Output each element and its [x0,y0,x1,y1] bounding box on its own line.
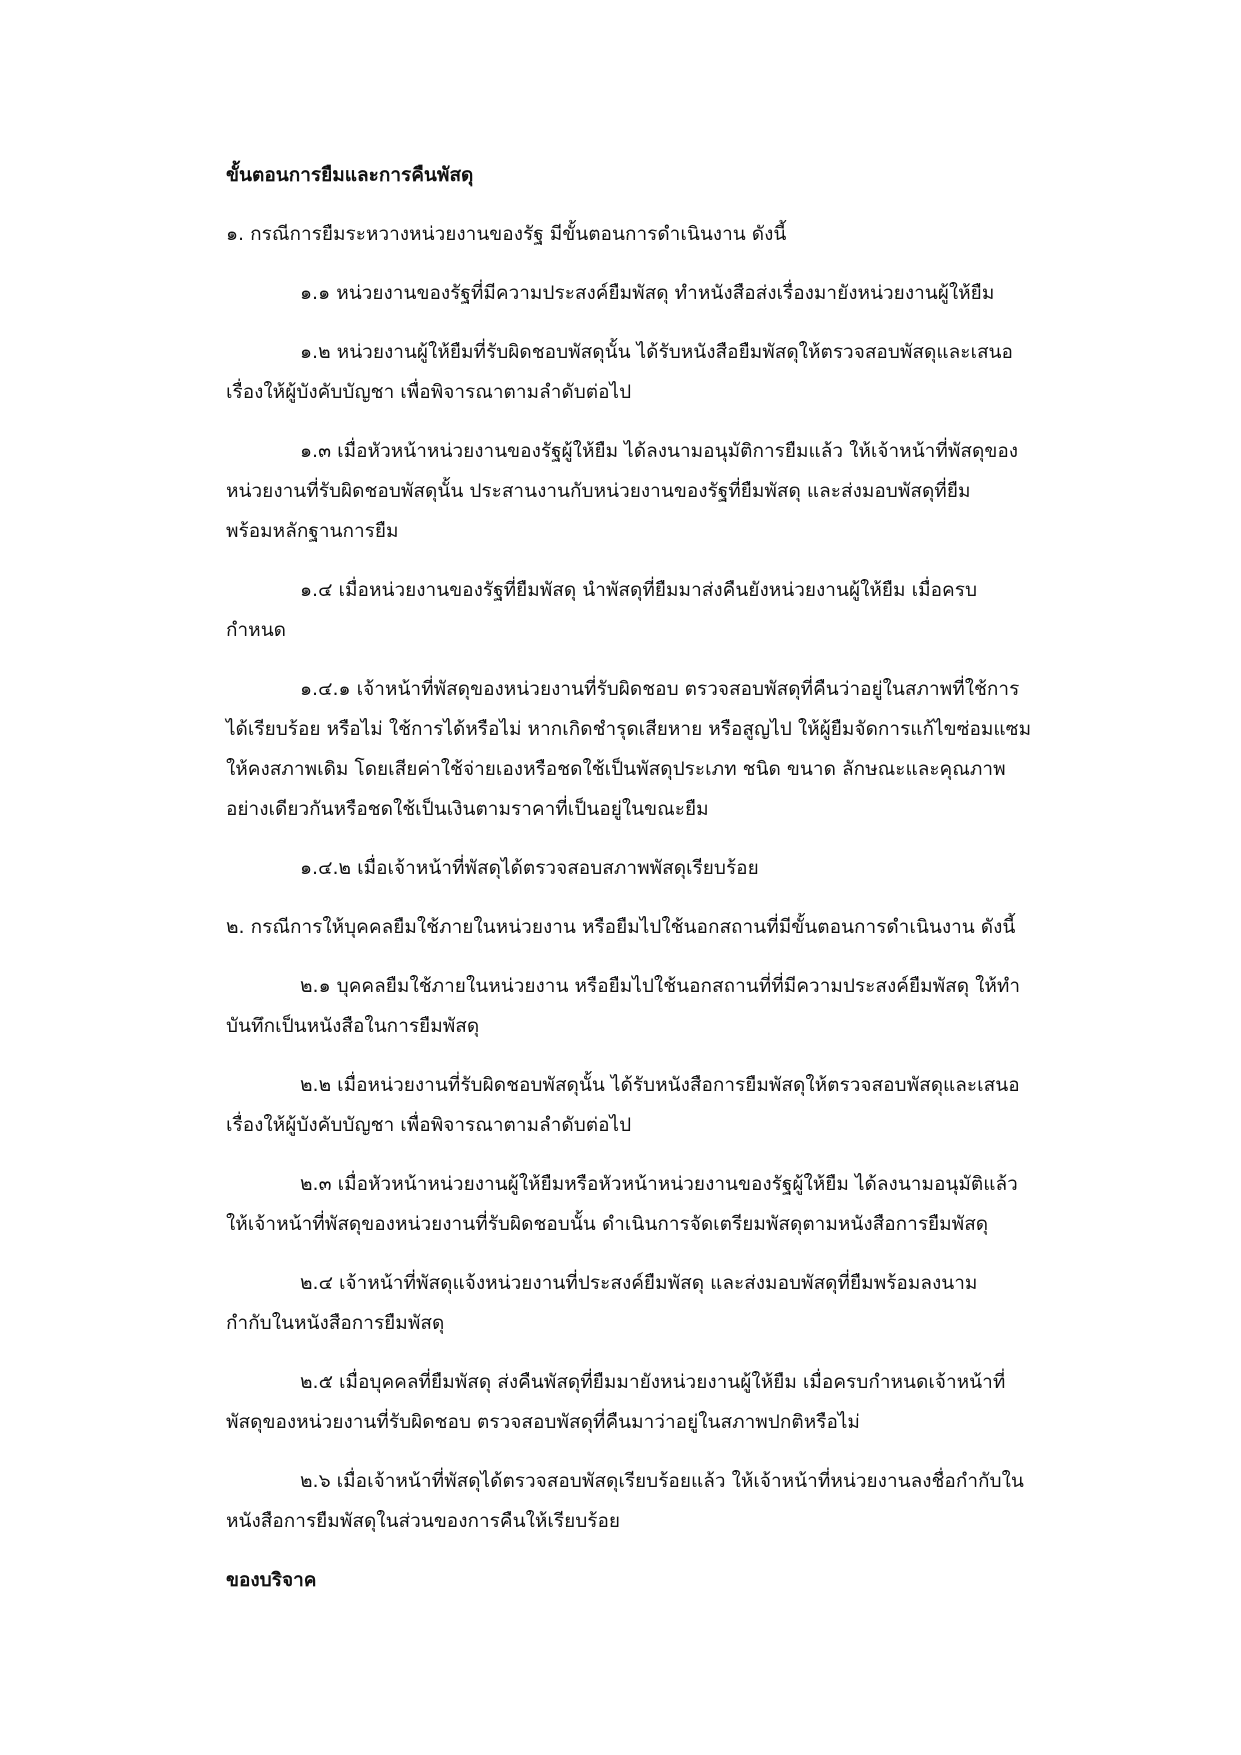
text-line: อย่างเดียวกันหรือชดใช้เป็นเงินตามราคาที่เป็นอยู่ในขณะยืม [226,798,709,820]
section-2-3 [226,1164,1106,1244]
section-2-2 [226,1065,1106,1145]
document-title [226,155,1106,195]
section-2-5 [226,1362,1106,1442]
text-line: ๑.๓ เมื่อหัวหน้าหน่วยงานของรัฐผู้ให้ยืม ได้ลงนามอนุมัติการยืมแล้ว ให้เจ้าหน้าที่พัสดุของ [300,440,1019,462]
section-2 [226,907,1106,947]
section-1-3 [226,431,1106,551]
text-line: ๒.๒ เมื่อหน่วยงานที่รับผิดชอบพัสดุนั้น ได้รับหนังสือการยืมพัสดุให้ตรวจสอบพัสดุและเสนอ [300,1074,1020,1096]
text-line: หนังสือการยืมพัสดุในส่วนของการคืนให้เรียบร้อย [226,1510,621,1532]
section-2-1 [226,966,1106,1046]
text-line: ๒.๑ บุคคลยืมใช้ภายในหน่วยงาน หรือยืมไปใช้นอกสถานที่ที่มีความประสงค์ยืมพัสดุ ให้ทำ [300,975,1021,997]
text-line: ให้คงสภาพเดิม โดยเสียค่าใช้จ่ายเองหรือชดใช้เป็นพัสดุประเภท ชนิด ขนาด ลักษณะและคุณภาพ [226,758,1006,780]
text-line: ๒.๓ เมื่อหัวหน้าหน่วยงานผู้ให้ยืมหรือหัวหน้าหน่วยงานของรัฐผู้ให้ยืม ได้ลงนามอนุมัติแล้ว [300,1173,1018,1195]
text-line: เรื่องให้ผู้บังคับบัญชา เพื่อพิจารณาตามลำดับต่อไป [226,1114,632,1136]
text-line: พัสดุของหน่วยงานที่รับผิดชอบ ตรวจสอบพัสดุที่คืนมาว่าอยู่ในสภาพปกติหรือไม่ [226,1411,860,1433]
document-page [226,155,1106,1600]
text-line: ๑. กรณีการยืมระหวางหน่วยงานของรัฐ มีขั้นตอนการดำเนินงาน ดังนี้ [226,223,787,245]
text-line: เรื่องให้ผู้บังคับบัญชา เพื่อพิจารณาตามลำดับต่อไป [226,381,632,403]
section-1-4 [226,570,1106,650]
heading-text: ของบริจาค [226,1569,317,1591]
text-line: ๑.๑ หน่วยงานของรัฐที่มีความประสงค์ยืมพัสดุ ทำหนังสือส่งเรื่องมายังหน่วยงานผู้ให้ยืม [300,282,995,304]
section-1-4-2 [226,848,1106,888]
text-line: ให้เจ้าหน้าที่พัสดุของหน่วยงานที่รับผิดชอบนั้น ดำเนินการจัดเตรียมพัสดุตามหนังสือการยืมพัสดุ [226,1213,989,1235]
title-text: ขั้นตอนการยืมและการคืนพัสดุ [226,164,474,186]
section-1-1 [226,273,1106,313]
text-line: ๑.๔.๑ เจ้าหน้าที่พัสดุของหน่วยงานที่รับผิดชอบ ตรวจสอบพัสดุที่คืนว่าอยู่ในสภาพที่ใช้การ [300,678,1020,700]
section-1-4-1 [226,669,1106,829]
text-line: ๒. กรณีการให้บุคคลยืมใช้ภายในหน่วยงาน หรือยืมไปใช้นอกสถานที่มีขั้นตอนการดำเนินงาน ดังนี้ [226,916,1016,938]
text-line: กำกับในหนังสือการยืมพัสดุ [226,1312,445,1334]
text-line: หน่วยงานที่รับผิดชอบพัสดุนั้น ประสานงานกับหน่วยงานของรัฐที่ยืมพัสดุ และส่งมอบพัสดุที่ยืม [226,480,971,502]
text-line: บันทึกเป็นหนังสือในการยืมพัสดุ [226,1015,480,1037]
text-line: ๒.๔ เจ้าหน้าที่พัสดุแจ้งหน่วยงานที่ประสงค์ยืมพัสดุ และส่งมอบพัสดุที่ยืมพร้อมลงนาม [300,1272,978,1294]
section-1 [226,214,1106,254]
section-2-4 [226,1263,1106,1343]
section-2-6 [226,1461,1106,1541]
text-line: ๒.๖ เมื่อเจ้าหน้าที่พัสดุได้ตรวจสอบพัสดุเรียบร้อยแล้ว ให้เจ้าหน้าที่หน่วยงานลงชื่อกำกับใน [300,1470,1024,1492]
text-line: ๑.๔ เมื่อหน่วยงานของรัฐที่ยืมพัสดุ นำพัสดุที่ยืมมาส่งคืนยังหน่วยงานผู้ให้ยืม เมื่อครบ [300,579,978,601]
text-line: ๑.๒ หน่วยงานผู้ให้ยืมที่รับผิดชอบพัสดุนั้น ได้รับหนังสือยืมพัสดุให้ตรวจสอบพัสดุและเสนอ [300,341,1013,363]
text-line: ๒.๕ เมื่อบุคคลที่ยืมพัสดุ ส่งคืนพัสดุที่ยืมมายังหน่วยงานผู้ให้ยืม เมื่อครบกำหนดเจ้าหน้าที่ [300,1371,1006,1393]
text-line: ได้เรียบร้อย หรือไม่ ใช้การได้หรือไม่ หากเกิดชำรุดเสียหาย หรือสูญไป ให้ผู้ยืมจัดการแก้ไขซ่อมแซม [226,718,1032,740]
next-section-heading [226,1560,1106,1600]
section-1-2 [226,332,1106,412]
text-line: พร้อมหลักฐานการยืม [226,520,399,542]
text-line: กำหนด [226,619,287,641]
text-line: ๑.๔.๒ เมื่อเจ้าหน้าที่พัสดุได้ตรวจสอบสภาพพัสดุเรียบร้อย [300,857,759,879]
